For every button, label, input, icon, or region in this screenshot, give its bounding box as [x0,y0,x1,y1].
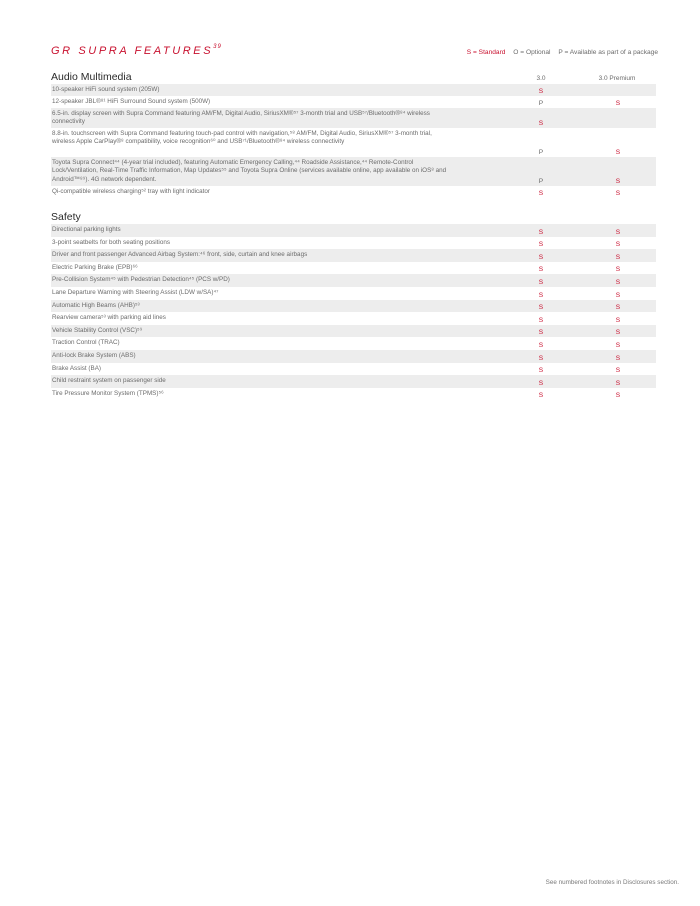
feature-row [51,287,656,300]
feature-label: Anti-lock Brake System (ABS) [52,351,136,359]
availability-3-0: S [538,341,544,349]
availability-3-0-premium: S [615,379,621,387]
feature-label: Directional parking lights [52,226,121,233]
column-header-3-0: 3.0 [536,75,546,82]
availability-3-0: S [538,266,544,274]
availability-3-0-premium: S [615,241,621,249]
availability-3-0-premium: S [615,149,621,156]
availability-3-0-premium: S [615,304,621,312]
feature-row [51,224,656,237]
availability-3-0-premium: S [615,266,621,274]
feature-row [51,363,656,376]
availability-3-0: S [538,304,544,312]
feature-label: Automatic High Beams (AHB)⁵³ [52,301,140,309]
availability-3-0: S [538,253,544,261]
feature-row [51,325,656,338]
availability-3-0: P [538,100,544,107]
availability-3-0: S [538,354,544,362]
availability-3-0: S [538,291,544,299]
feature-label: Vehicle Stability Control (VSC)⁵⁹ [52,326,143,334]
column-header-3-0-premium: 3.0 Premium [598,75,636,82]
availability-3-0-premium: S [615,354,621,362]
legend-optional: O = Optional [513,49,551,56]
feature-label: Qi-compatible wireless charging⁵² tray with light indicator [52,188,210,195]
feature-label: Rearview camera⁵³ with parking aid lines [52,314,166,322]
legend [461,49,658,56]
availability-3-0: S [538,329,544,337]
availability-3-0: S [538,278,544,286]
feature-row [51,312,656,325]
feature-row [51,128,656,157]
availability-3-0: S [538,241,544,249]
feature-label: Driver and front passenger Advanced Airbag System:⁴⁶ front, side, curtain and knee airbags [52,251,308,259]
availability-3-0: S [538,120,544,127]
availability-3-0-premium: S [615,190,621,197]
page-title: GR SUPRA FEATURES$^{39}$ [51,44,222,57]
feature-label: Pre-Collision System⁴⁵ with Pedestrian Detection⁴⁵ (PCS w/PD) [52,276,230,284]
availability-3-0: S [538,379,544,387]
legend-standard: S = Standard [466,49,506,56]
feature-label: 8.8-in. touchscreen with Supra Command featuring touch-pad control with navigation,⁵⁸ AM/FM, Digital Audio, SiriusXM®⁵⁷ 3-month trial, wireless Apple CarPlay®⁸ compatibility, voice recognition⁶⁰ and USB⁷¹/Bluetooth®⁸⁴ wireless connectivity [52,130,432,146]
section-title: Audio Multimedia [51,71,132,83]
feature-row [51,108,656,128]
availability-3-0-premium: S [615,291,621,299]
feature-row [51,274,656,287]
availability-3-0-premium: S [615,253,621,261]
feature-row [51,375,656,388]
availability-3-0-premium: S [615,178,621,185]
feature-label: Lane Departure Warning with Steering Assist (LDW w/SA)⁴⁷ [52,288,219,296]
safety-section [51,210,656,400]
feature-row [51,96,656,108]
feature-label: Tire Pressure Monitor System (TPMS)⁵⁶ [52,389,164,397]
availability-3-0: S [538,367,544,375]
feature-label: 3-point seatbelts for both seating positions [52,238,170,246]
section-header [51,210,656,224]
availability-3-0-premium: S [615,392,621,400]
feature-row [51,262,656,275]
feature-label: Toyota Supra Connect⁴⁴ (4-year trial included), featuring Automatic Emergency Calling,⁴⁴ Roadside Assistance,⁴⁴ Remote-Control Lock/Ventilation, Real-Time Traffic Information, Map Updates⁵⁵ and Toyota Supra Online (services available online, app available on iOS⁸ and Android™⁸⁹). 4G network dependent. [52,159,447,183]
feature-row [51,157,656,186]
footnote-note: See numbered footnotes in Disclosures section. [545,879,679,886]
feature-label: 10-speaker HiFi sound system (205W) [52,86,160,93]
feature-row [51,337,656,350]
availability-3-0-premium: S [615,100,621,107]
feature-label: 12-speaker JBL®⁸¹ HiFi Surround Sound system (500W) [52,98,211,105]
feature-row [51,350,656,363]
audio-multimedia-section [51,70,656,198]
availability-3-0-premium: S [615,329,621,337]
feature-row [51,249,656,262]
feature-label: Brake Assist (BA) [52,364,101,372]
availability-3-0: S [538,392,544,400]
availability-3-0: S [538,228,544,236]
feature-row [51,388,656,401]
feature-label: Electric Parking Brake (EPB)⁶⁶ [52,263,138,271]
legend-package: P = Available as part of a package [558,49,658,56]
availability-3-0-premium: S [615,228,621,236]
section-title: Safety [51,211,81,223]
availability-3-0-premium: S [615,316,621,324]
feature-row [51,84,656,96]
feature-row [51,186,656,198]
feature-row [51,300,656,313]
feature-label: Traction Control (TRAC) [52,339,120,347]
availability-3-0: S [538,190,544,197]
feature-label: 6.5-in. display screen with Supra Command featuring AM/FM, Digital Audio, SiriusXM®⁵⁷ 3-month trial and USB⁵⁷/Bluetooth®⁸⁴ wireless connectivity [52,110,430,126]
feature-label: Child restraint system on passenger side [52,377,166,385]
availability-3-0: P [538,178,544,185]
availability-3-0-premium: S [615,367,621,375]
availability-3-0: P [538,149,544,156]
availability-3-0: S [538,88,544,95]
section-header [51,70,656,84]
availability-3-0-premium: S [615,278,621,286]
availability-3-0-premium: S [615,341,621,349]
availability-3-0: S [538,316,544,324]
feature-row [51,237,656,250]
